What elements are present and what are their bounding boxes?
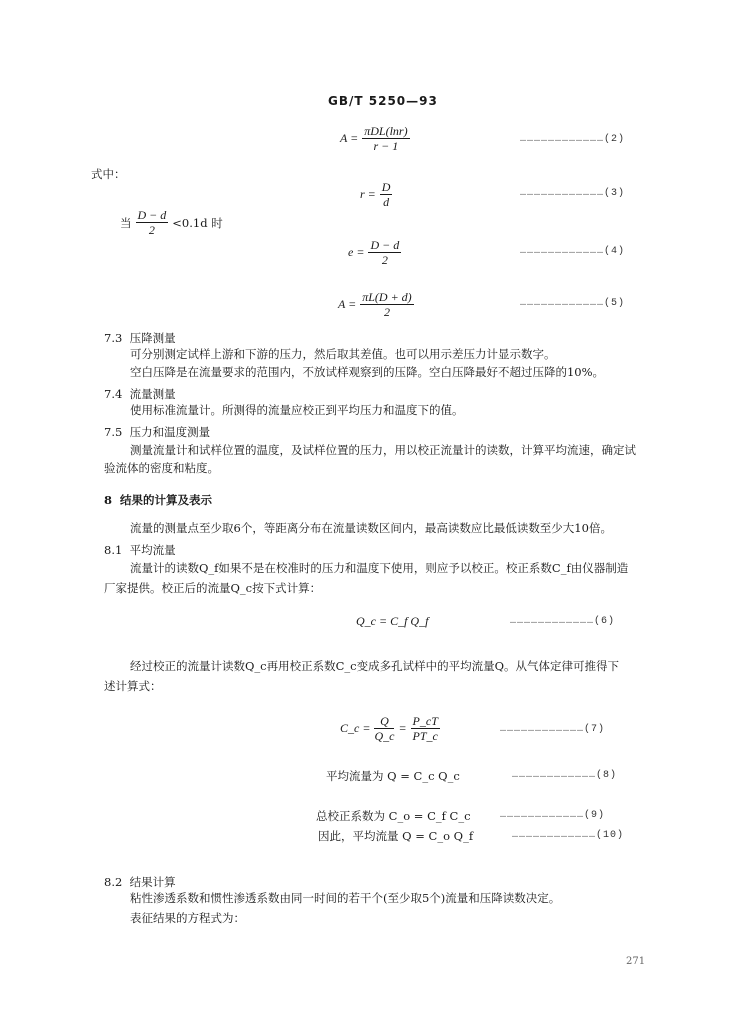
- eq5-numerator: πL(D + d): [362, 290, 412, 304]
- section-8-number: 8: [104, 493, 113, 507]
- eq4-numerator: D − d: [370, 238, 400, 252]
- where-label: 式中：: [91, 167, 126, 181]
- section-7-5-para-1: 测量流量计和试样位置的温度，及试样位置的压力，用以校正流量计的读数，计算平均流速，确定试: [130, 443, 636, 457]
- condition-suffix: <0.1d 时: [172, 215, 223, 230]
- eq5-number: ………………………………(5): [520, 298, 626, 309]
- eq7-denominator-1: Q_c: [374, 729, 395, 743]
- section-7-4-title: 流量测量: [129, 387, 176, 401]
- eq4-number: ………………………………(4): [520, 246, 626, 257]
- eq4-lhs: e =: [348, 245, 365, 259]
- equation-5: [338, 290, 414, 319]
- equation-10: 因此，平均流量 Q = C_o Q_f: [318, 829, 474, 843]
- section-7-5-number: 7.5: [104, 425, 123, 439]
- section-7-3-para-2: 空白压降是在流量要求的范围内，不放试样观察到的压降。空白压降最好不超过压降的10%。: [130, 365, 605, 379]
- eq10-number: ………………………………(10): [512, 830, 625, 841]
- section-8-1-heading: [104, 542, 176, 558]
- after-eq6-para-2: 述计算式：: [104, 679, 162, 693]
- equation-3: [360, 180, 392, 209]
- condition-denominator: 2: [148, 223, 155, 237]
- equation-9: 总校正系数为 C_o = C_f C_c: [316, 809, 471, 823]
- condition-prefix: 当: [120, 215, 132, 230]
- equation-4: [348, 238, 401, 267]
- eq2-number: ………………………………(2): [520, 134, 626, 145]
- eq3-numerator: D: [381, 180, 391, 194]
- section-8-heading: [104, 492, 212, 508]
- section-8-1-para-2: 厂家提供。校正后的流量Q_c按下式计算：: [104, 581, 322, 595]
- section-7-3-number: 7.3: [104, 331, 123, 345]
- eq3-lhs: r =: [360, 187, 376, 201]
- section-7-3-title: 压降测量: [129, 331, 176, 345]
- condition-fraction: [136, 208, 169, 237]
- eq2-lhs: A =: [340, 131, 359, 145]
- eq7-fraction-2: [411, 714, 440, 743]
- section-8-1-number: 8.1: [104, 543, 123, 557]
- section-7-4-para-1: 使用标准流量计。所测得的流量应校正到平均压力和温度下的值。: [130, 403, 464, 417]
- eq7-lhs: C_c =: [340, 721, 371, 735]
- eq7-numerator-2: P_cT: [412, 714, 438, 728]
- eq5-lhs: A =: [338, 297, 357, 311]
- equation-2: [340, 124, 410, 153]
- eq8-number: ………………………………(8): [512, 770, 618, 781]
- section-8-2-para-2: 表征结果的方程式为：: [130, 911, 245, 925]
- eq4-denominator: 2: [381, 253, 388, 267]
- eq2-numerator: πDL(lnr): [364, 124, 408, 138]
- section-7-5-title: 压力和温度测量: [129, 425, 211, 439]
- eq3-denominator: d: [383, 195, 390, 209]
- page-number: 271: [626, 956, 646, 967]
- equation-6: Q_c = C_f Q_f: [356, 614, 429, 628]
- section-7-5-para-2: 验流体的密度和粘度。: [104, 461, 219, 475]
- section-8-2-title: 结果计算: [129, 875, 176, 889]
- section-8-2-number: 8.2: [104, 875, 123, 889]
- equation-7: [340, 714, 440, 743]
- section-8-title: 结果的计算及表示: [120, 493, 213, 507]
- condition-numerator: D − d: [137, 208, 167, 222]
- equation-8: 平均流量为 Q = C_c Q_c: [326, 769, 460, 783]
- eq3-number: ………………………………(3): [520, 188, 626, 199]
- eq6-number: ………………………………(6): [510, 616, 616, 627]
- eq4-fraction: [368, 238, 401, 267]
- document-header: GB/T 5250—93: [328, 94, 438, 108]
- section-7-4-number: 7.4: [104, 387, 123, 401]
- section-7-5-heading: [104, 424, 210, 440]
- condition-line: [120, 208, 223, 237]
- section-7-4-heading: [104, 386, 176, 402]
- section-7-3-para-1: 可分别测定试样上游和下游的压力，然后取其差值。也可以用示差压力计显示数字。: [130, 347, 556, 361]
- eq9-number: ………………………………(9): [500, 810, 606, 821]
- section-7-3-heading: [104, 330, 176, 346]
- eq7-fraction-1: [374, 714, 394, 743]
- after-eq6-para-1: 经过校正的流量计读数Q_c再用校正系数C_c变成多孔试样中的平均流量Q。从气体定律可推得下: [130, 659, 620, 673]
- section-8-2-para-1: 粘性渗透系数和惯性渗透系数由同一时间的若干个(至少取5个)流量和压降读数决定。: [130, 891, 561, 905]
- eq7-denominator-2: PT_c: [412, 729, 438, 743]
- eq7-number: ………………………………(7): [500, 724, 606, 735]
- eq5-denominator: 2: [383, 305, 390, 319]
- section-8-1-title: 平均流量: [129, 543, 176, 557]
- eq7-equals: =: [398, 721, 407, 735]
- eq3-fraction: [380, 180, 393, 209]
- eq2-fraction: [362, 124, 409, 153]
- eq2-denominator: r − 1: [373, 139, 399, 153]
- eq7-numerator-1: Q: [374, 714, 394, 729]
- section-8-para-1: 流量的测量点至少取6个，等距离分布在流量读数区间内，最高读数应比最低读数至少大10倍。: [130, 521, 612, 535]
- section-8-1-para-1: 流量计的读数Q_f如果不是在校准时的压力和温度下使用，则应予以校正。校正系数C_f由仪器制造: [130, 561, 629, 575]
- section-8-2-heading: [104, 874, 176, 890]
- eq5-fraction: [360, 290, 413, 319]
